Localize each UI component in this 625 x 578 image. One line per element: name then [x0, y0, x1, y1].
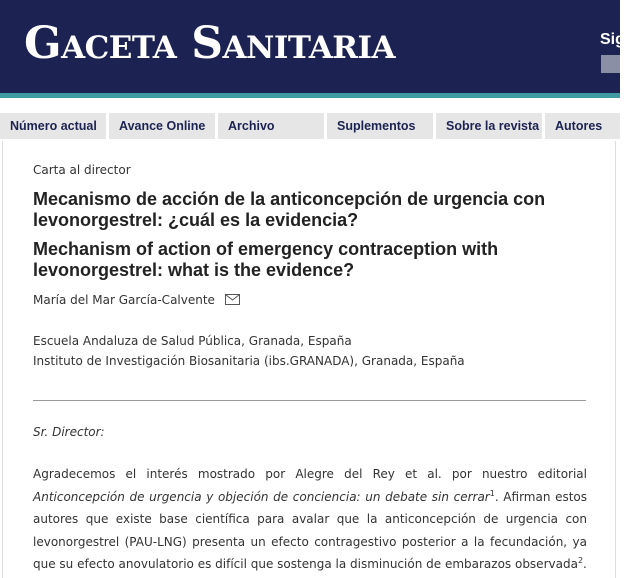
- body-text-part-1: Agradecemos el interés mostrado por Alegre del Rey et al. por nuestro editorial: [33, 467, 587, 481]
- nav-tab-avance-online[interactable]: Avance Online: [109, 113, 215, 139]
- nav-tab-sobre-la-revista[interactable]: Sobre la revista: [436, 113, 542, 139]
- masthead: [0, 0, 625, 93]
- article-section-label: Carta al director: [33, 163, 131, 177]
- nav-tab-archivo[interactable]: Archivo: [218, 113, 324, 139]
- logo-initial-g: G: [24, 18, 62, 69]
- logo-rest-anitaria: anitaria: [222, 18, 396, 69]
- header-side-input[interactable]: [601, 55, 620, 73]
- nav-tab-suplementos[interactable]: Suplementos: [327, 113, 433, 139]
- envelope-icon[interactable]: [225, 294, 240, 308]
- reference-1-link[interactable]: 1: [489, 488, 495, 498]
- article-title-spanish: Mecanismo de acción de la anticoncepción de urgencia con levonorgestrel: ¿cuál es la evidencia?: [33, 189, 546, 230]
- main-nav: [0, 113, 620, 139]
- affiliation-2: Instituto de Investigación Biosanitaria (ibs.GRANADA), Granada, España: [33, 354, 465, 368]
- salutation: Sr. Director:: [33, 425, 105, 439]
- header-side-link[interactable]: Sig: [600, 31, 625, 48]
- nav-tab-numero-actual[interactable]: Número actual: [0, 113, 106, 139]
- body-text-part-2: . Afirman estos autores que existe base científica para avalar que la anticoncepción de urgencia con levonorgestrel (PAU-LNG) presenta un efecto contragestivo posterior a la fecundación, ya que su efecto anovulatorio es difícil que sostenga la disminución de embarazos observada: [33, 489, 588, 571]
- cited-editorial-title: Anticoncepción de urgencia y objeción de conciencia: un debate sin cerrar: [33, 489, 490, 504]
- journal-logo[interactable]: [24, 18, 396, 69]
- logo-rest-aceta: aceta: [61, 18, 177, 69]
- accent-bar: [0, 93, 620, 98]
- article-title-english: Mechanism of action of emergency contraception with levonorgestrel: what is the evidence?: [33, 239, 499, 280]
- author-line: [33, 293, 240, 308]
- nav-tab-autores[interactable]: Autores: [545, 113, 620, 139]
- logo-initial-s: S: [191, 18, 223, 69]
- affiliation-1: Escuela Andaluza de Salud Pública, Granada, España: [33, 334, 352, 348]
- body-text-part-3: .: [583, 557, 587, 571]
- section-divider: [33, 400, 586, 401]
- author-name[interactable]: María del Mar García-Calvente: [33, 293, 215, 307]
- reference-2-link[interactable]: 2: [577, 556, 584, 565]
- body-paragraph: [33, 463, 587, 576]
